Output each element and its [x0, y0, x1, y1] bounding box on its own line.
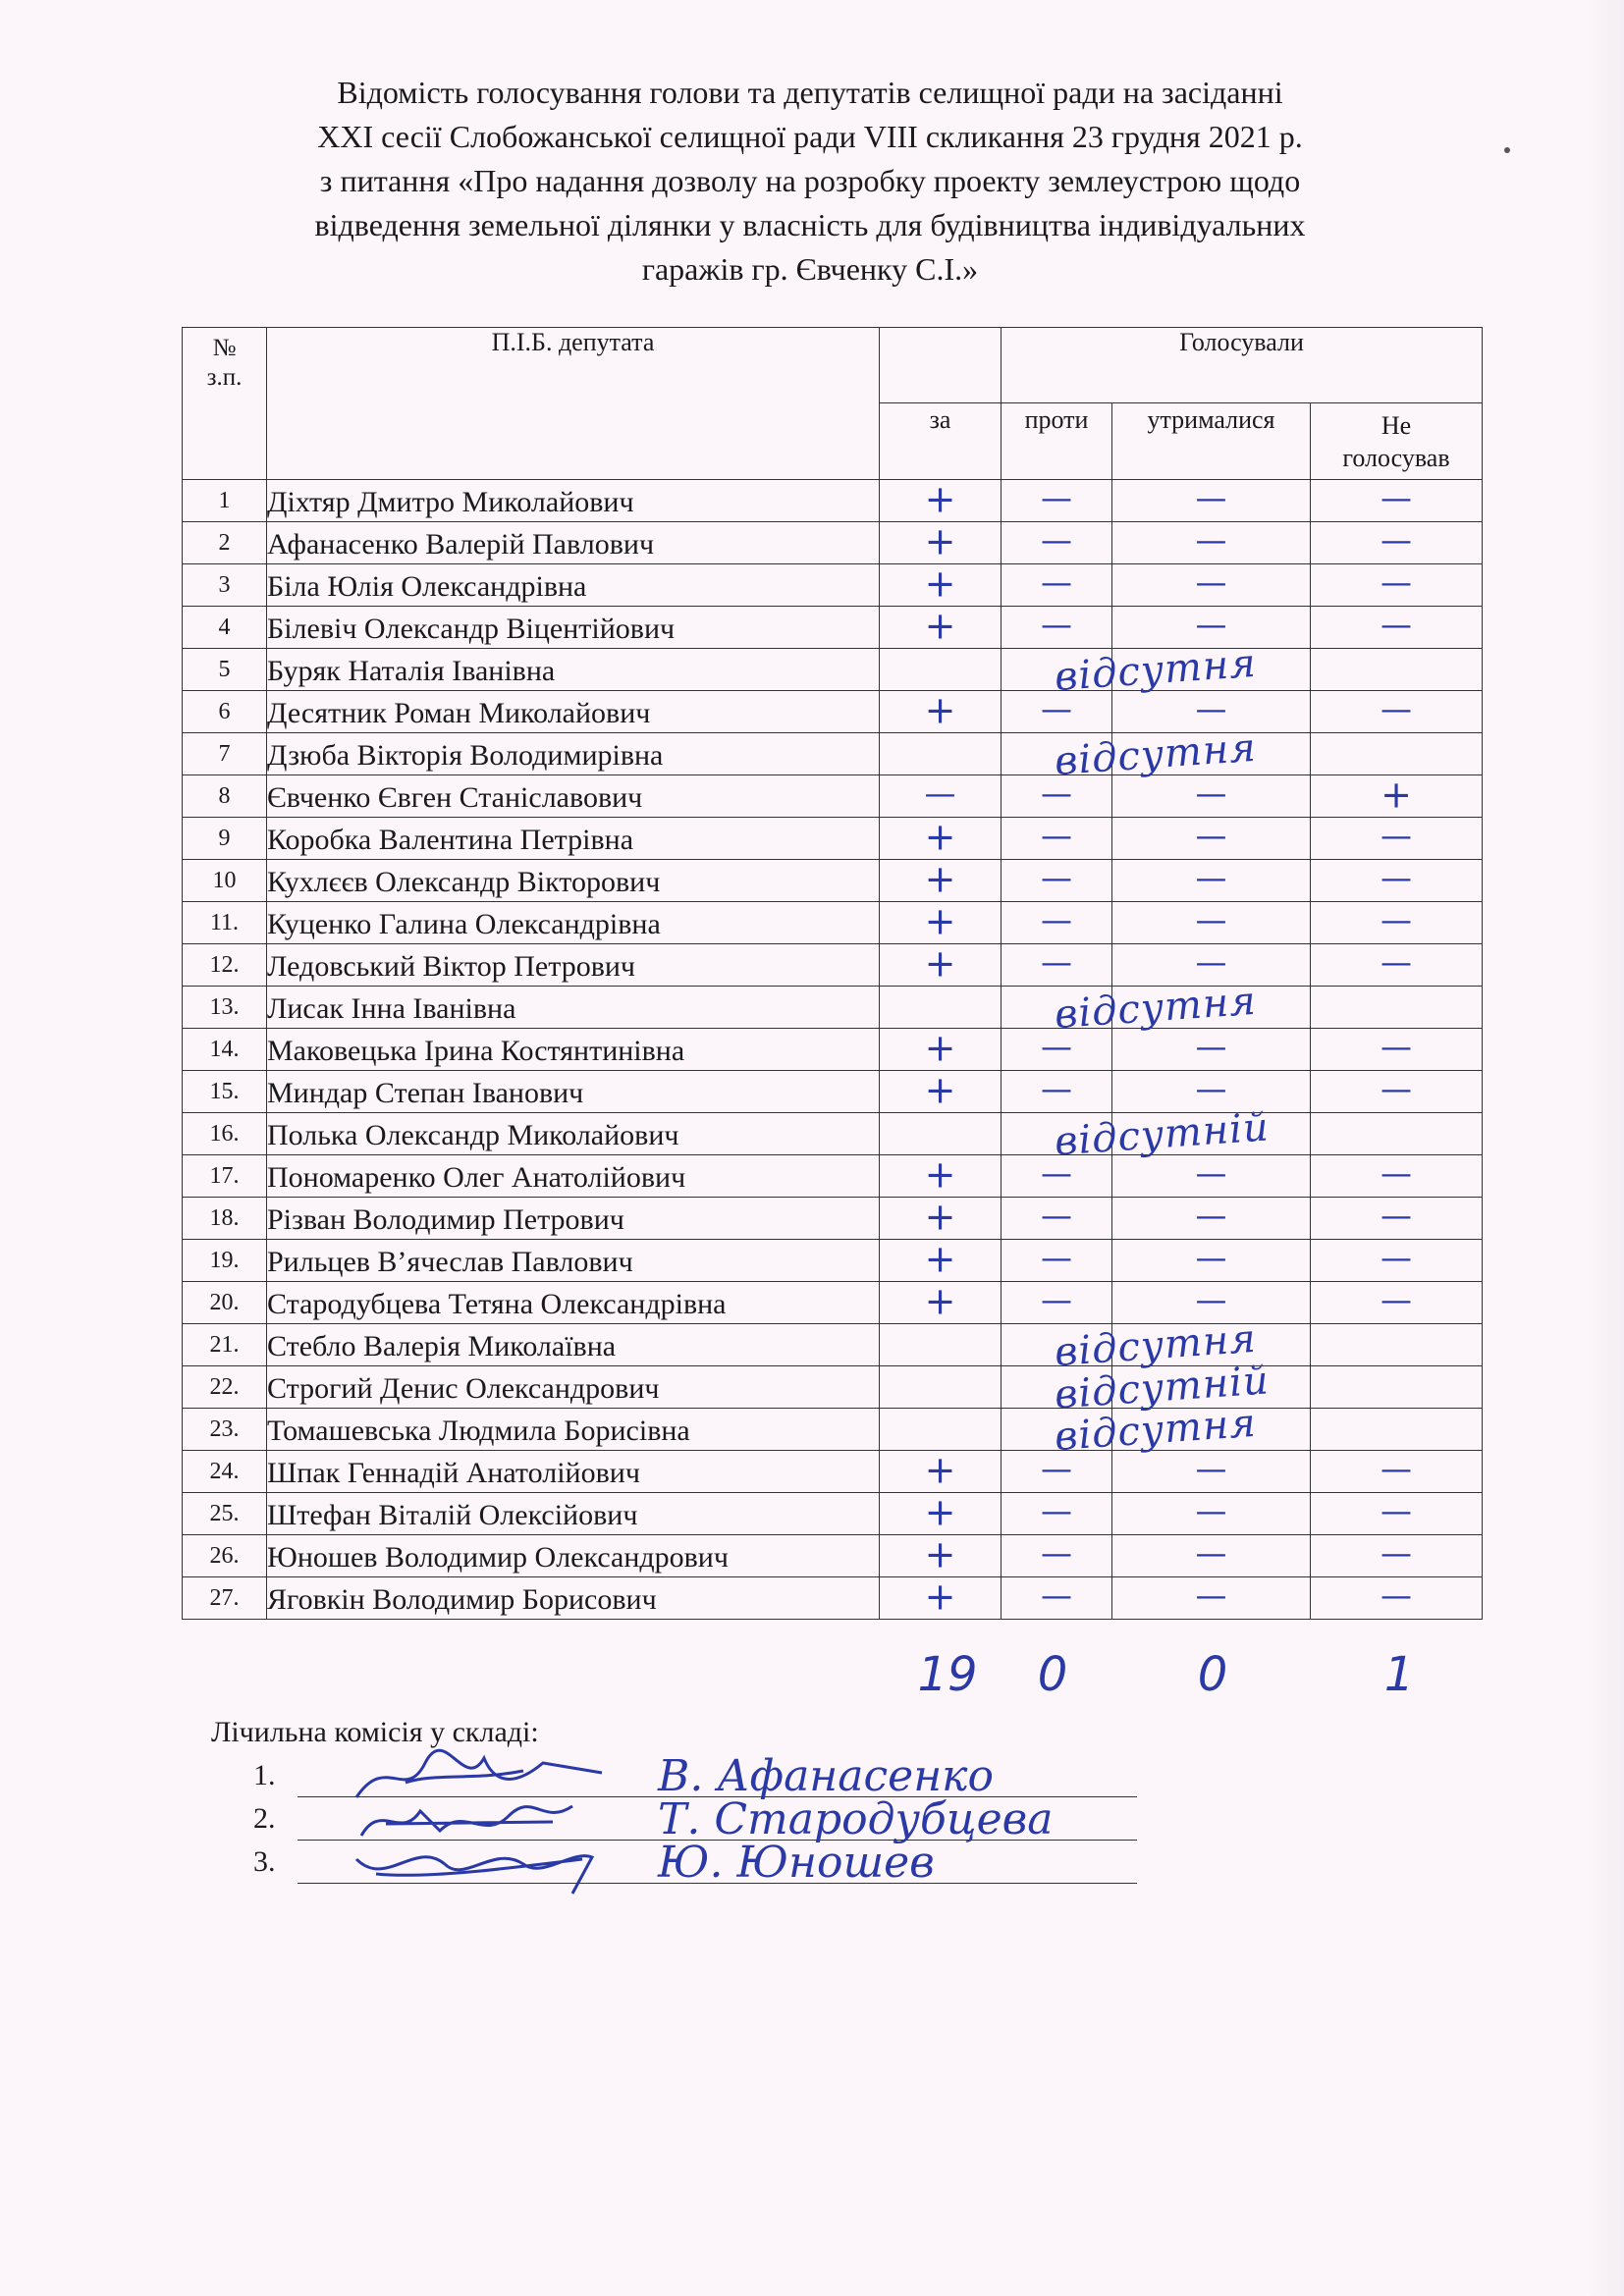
vote-utr-mark: — — [1195, 1280, 1227, 1318]
deputy-name: Біла Юлія Олександрівна — [267, 564, 880, 607]
vote-za-cell — [880, 1577, 1001, 1620]
vote-za-cell — [880, 1279, 1001, 1324]
vote-ne-cell — [1311, 1366, 1483, 1409]
vote-za-cell — [880, 899, 1001, 944]
vote-za-cell — [880, 941, 1001, 987]
vote-ne-mark: — — [1380, 689, 1412, 727]
vote-za-mark: + — [924, 1026, 956, 1070]
table-row — [183, 1366, 1483, 1409]
vote-proty-cell — [1001, 1282, 1112, 1324]
signature-number: 3. — [253, 1845, 276, 1878]
table-row — [183, 607, 1483, 649]
table-row — [183, 1409, 1483, 1451]
vote-utr-cell — [1112, 691, 1311, 733]
title-line: XXI сесії Слобожанської селищної ради VIII скликання 23 грудня 2021 р. — [317, 119, 1303, 154]
vote-ne-cell — [1311, 691, 1483, 733]
vote-proty-mark: — — [1041, 774, 1072, 812]
row-number: 1 — [183, 480, 267, 522]
absent-note: відсутня — [1053, 640, 1259, 701]
row-number: 16. — [183, 1113, 267, 1155]
vote-utr-mark: — — [1195, 858, 1227, 896]
vote-proty-cell — [1001, 607, 1112, 649]
deputy-name: Ледовський Віктор Петрович — [267, 944, 880, 987]
vote-za-mark: + — [924, 1575, 956, 1619]
table-row — [183, 1240, 1483, 1282]
vote-utr-cell — [1112, 944, 1311, 987]
vote-utr-mark: — — [1195, 1153, 1227, 1192]
vote-proty-cell — [1001, 902, 1112, 944]
vote-ne-cell — [1311, 649, 1483, 691]
row-number: 11. — [183, 902, 267, 944]
vote-utr-mark: — — [1195, 478, 1227, 516]
vote-utr-mark: — — [1195, 1533, 1227, 1572]
vote-za-cell — [880, 775, 1001, 818]
row-number: 5 — [183, 649, 267, 691]
vote-utr-cell — [1112, 1198, 1311, 1240]
vote-proty-cell — [1001, 860, 1112, 902]
deputy-name: Яговкін Володимир Борисович — [267, 1577, 880, 1620]
vote-proty-cell — [1001, 1577, 1112, 1620]
header-voted: Голосували — [1001, 328, 1483, 403]
header-empty — [880, 328, 1001, 403]
deputy-name: Лисак Інна Іванівна — [267, 987, 880, 1029]
vote-za-mark: + — [924, 477, 956, 521]
header-proty: проти — [1001, 403, 1112, 480]
table-row — [183, 1198, 1483, 1240]
vote-za-mark: — — [924, 774, 956, 812]
vote-utr-cell — [1112, 564, 1311, 607]
row-number: 3 — [183, 564, 267, 607]
vote-ne-cell — [1311, 1451, 1483, 1493]
vote-proty-mark: — — [1041, 605, 1072, 643]
deputy-name: Строгий Денис Олександрович — [267, 1366, 880, 1409]
vote-proty-mark: — — [1041, 1069, 1072, 1107]
vote-za-mark: + — [924, 1532, 956, 1576]
vote-proty-mark: — — [1041, 689, 1072, 727]
total-ne-holosuvav: 1 — [1383, 1647, 1415, 1702]
vote-utr-mark: — — [1195, 562, 1227, 601]
vote-proty-mark: — — [1041, 478, 1072, 516]
vote-utr-cell — [1112, 1155, 1311, 1198]
row-number: 7 — [183, 733, 267, 775]
vote-za-cell — [880, 688, 1001, 733]
vote-ne-mark: — — [1380, 1153, 1412, 1192]
vote-za-cell — [880, 857, 1001, 902]
table-row — [183, 1282, 1483, 1324]
vote-ne-cell — [1311, 1409, 1483, 1451]
document-title — [157, 71, 1463, 292]
vote-za-mark: + — [924, 857, 956, 901]
table-row — [183, 480, 1483, 522]
page-edge — [1585, 0, 1624, 2296]
table-row — [183, 564, 1483, 607]
vote-proty-mark: — — [1041, 942, 1072, 981]
vote-proty-cell — [1001, 775, 1112, 818]
deputy-name: Стебло Валерія Миколаївна — [267, 1324, 880, 1366]
row-number: 2 — [183, 522, 267, 564]
vote-za-mark: + — [924, 1068, 956, 1112]
absent-note: відсутній — [1053, 1358, 1272, 1418]
title-line: гаражів гр. Євченку С.І.» — [641, 251, 979, 287]
vote-ne-cell — [1311, 775, 1483, 818]
vote-ne-mark: — — [1380, 1533, 1412, 1572]
table-row — [183, 1113, 1483, 1155]
row-number: 20. — [183, 1282, 267, 1324]
vote-utr-cell — [1112, 1451, 1311, 1493]
header-utrymalysia: утрималися — [1112, 403, 1311, 480]
vote-utr-mark: — — [1195, 1238, 1227, 1276]
vote-utr-mark: — — [1195, 605, 1227, 643]
vote-proty-cell — [1001, 564, 1112, 607]
vote-za-cell — [880, 1532, 1001, 1577]
absent-note: відсутня — [1053, 978, 1259, 1039]
vote-utr-mark: — — [1195, 774, 1227, 812]
row-number: 14. — [183, 1029, 267, 1071]
vote-za-cell — [880, 978, 1259, 1039]
vote-utr-cell — [1112, 1282, 1311, 1324]
deputy-name: Діхтяр Дмитро Миколайович — [267, 480, 880, 522]
vote-proty-mark: — — [1041, 1153, 1072, 1192]
absent-note: відсутня — [1053, 1400, 1259, 1461]
row-number: 18. — [183, 1198, 267, 1240]
row-number: 23. — [183, 1409, 267, 1451]
vote-za-mark: + — [924, 604, 956, 648]
vote-ne-mark: — — [1380, 1196, 1412, 1234]
vote-ne-cell — [1311, 564, 1483, 607]
table-row — [183, 691, 1483, 733]
vote-ne-cell — [1311, 818, 1483, 860]
row-number: 8 — [183, 775, 267, 818]
vote-ne-mark: — — [1380, 562, 1412, 601]
deputy-name: Куценко Галина Олександрівна — [267, 902, 880, 944]
vote-utr-mark: — — [1195, 1449, 1227, 1487]
signature-name: Т. Стародубцева — [658, 1794, 1054, 1844]
row-number: 15. — [183, 1071, 267, 1113]
deputy-name: Юношев Володимир Олександрович — [267, 1535, 880, 1577]
vote-za-cell — [880, 724, 1259, 785]
table-row — [183, 775, 1483, 818]
table-row — [183, 1029, 1483, 1071]
vote-za-cell — [880, 815, 1001, 860]
vote-za-mark: + — [924, 815, 956, 859]
row-number: 25. — [183, 1493, 267, 1535]
vote-za-cell — [880, 561, 1001, 607]
vote-ne-cell — [1311, 1577, 1483, 1620]
vote-ne-mark: — — [1380, 942, 1412, 981]
vote-ne-cell — [1311, 1282, 1483, 1324]
deputy-name: Білевіч Олександр Віцентійович — [267, 607, 880, 649]
vote-za-cell — [880, 1448, 1001, 1493]
vote-ne-mark: — — [1380, 1491, 1412, 1529]
vote-proty-mark: — — [1041, 900, 1072, 938]
vote-ne-cell — [1311, 1113, 1483, 1155]
vote-ne-cell — [1311, 944, 1483, 987]
vote-utr-mark: — — [1195, 942, 1227, 981]
deputy-name: Буряк Наталія Іванівна — [267, 649, 880, 691]
vote-proty-cell — [1001, 691, 1112, 733]
voting-table — [182, 327, 1483, 1620]
table-row — [183, 1324, 1483, 1366]
vote-za-mark: + — [924, 688, 956, 732]
deputy-name: Різван Володимир Петрович — [267, 1198, 880, 1240]
vote-za-cell — [880, 1026, 1001, 1071]
vote-ne-cell — [1311, 1198, 1483, 1240]
vote-ne-cell — [1311, 607, 1483, 649]
vote-proty-mark: — — [1041, 816, 1072, 854]
row-number: 13. — [183, 987, 267, 1029]
vote-za-cell — [880, 1152, 1001, 1198]
vote-proty-cell — [1001, 1493, 1112, 1535]
vote-proty-cell — [1001, 944, 1112, 987]
row-number: 12. — [183, 944, 267, 987]
vote-utr-cell — [1112, 818, 1311, 860]
vote-ne-cell — [1311, 1493, 1483, 1535]
vote-ne-mark: — — [1380, 1575, 1412, 1614]
vote-utr-cell — [1112, 1493, 1311, 1535]
vote-utr-cell — [1112, 607, 1311, 649]
deputy-name: Полька Олександр Миколайович — [267, 1113, 880, 1155]
vote-ne-cell — [1311, 1324, 1483, 1366]
title-line: відведення земельної ділянки у власність для будівництва індивідуальних — [314, 207, 1306, 242]
vote-ne-mark: + — [1380, 773, 1412, 817]
vote-za-mark: + — [924, 941, 956, 986]
vote-proty-cell — [1001, 1071, 1112, 1113]
vote-proty-cell — [1001, 522, 1112, 564]
vote-ne-mark: — — [1380, 816, 1412, 854]
vote-za-mark: + — [924, 1152, 956, 1197]
vote-za-cell — [880, 1358, 1272, 1418]
vote-utr-cell — [1112, 480, 1311, 522]
vote-za-mark: + — [924, 1237, 956, 1281]
row-number: 26. — [183, 1535, 267, 1577]
vote-ne-mark: — — [1380, 605, 1412, 643]
vote-ne-cell — [1311, 1071, 1483, 1113]
vote-za-cell — [880, 477, 1001, 522]
deputy-name: Шпак Геннадій Анатолійович — [267, 1451, 880, 1493]
deputy-name: Томашевська Людмила Борисівна — [267, 1409, 880, 1451]
vote-utr-cell — [1112, 902, 1311, 944]
vote-proty-mark: — — [1041, 520, 1072, 559]
row-number: 27. — [183, 1577, 267, 1620]
vote-za-cell — [880, 1315, 1259, 1376]
table-row — [183, 522, 1483, 564]
row-number: 21. — [183, 1324, 267, 1366]
vote-ne-mark: — — [1380, 478, 1412, 516]
deputy-name: Десятник Роман Миколайович — [267, 691, 880, 733]
deputy-name: Пономаренко Олег Анатолійович — [267, 1155, 880, 1198]
signature-number: 2. — [253, 1802, 276, 1835]
vote-za-cell — [880, 1400, 1259, 1461]
vote-proty-cell — [1001, 1451, 1112, 1493]
vote-utr-mark: — — [1195, 1069, 1227, 1107]
vote-za-cell — [880, 604, 1001, 649]
vote-za-cell — [880, 1237, 1001, 1282]
table-row — [183, 1493, 1483, 1535]
vote-za-mark: + — [924, 561, 956, 606]
vote-proty-cell — [1001, 1240, 1112, 1282]
signature-name: В. Афанасенко — [658, 1751, 994, 1801]
table-row — [183, 902, 1483, 944]
vote-za-cell — [880, 519, 1001, 564]
row-number: 6 — [183, 691, 267, 733]
vote-utr-mark: — — [1195, 900, 1227, 938]
vote-za-cell — [880, 1104, 1272, 1165]
vote-za-cell — [880, 1195, 1001, 1240]
row-number: 24. — [183, 1451, 267, 1493]
vote-ne-mark: — — [1380, 1027, 1412, 1065]
vote-za-mark: + — [924, 1195, 956, 1239]
deputy-name: Афанасенко Валерій Павлович — [267, 522, 880, 564]
vote-za-cell — [880, 1068, 1001, 1113]
vote-ne-cell — [1311, 987, 1483, 1029]
vote-ne-cell — [1311, 733, 1483, 775]
vote-ne-cell — [1311, 902, 1483, 944]
signature-number: 1. — [253, 1759, 276, 1791]
vote-utr-cell — [1112, 1071, 1311, 1113]
vote-proty-cell — [1001, 480, 1112, 522]
vote-utr-mark: — — [1195, 816, 1227, 854]
header-ne-holosuvav: Не голосував — [1311, 403, 1483, 480]
vote-ne-mark: — — [1380, 900, 1412, 938]
table-row — [183, 1451, 1483, 1493]
row-number: 9 — [183, 818, 267, 860]
vote-ne-cell — [1311, 1535, 1483, 1577]
vote-utr-cell — [1112, 1240, 1311, 1282]
totals-row — [0, 1647, 1624, 1706]
table-row — [183, 1535, 1483, 1577]
title-line: з питання «Про надання дозволу на розробку проекту землеустрою щодо — [319, 163, 1301, 198]
total-proty: 0 — [1037, 1647, 1068, 1702]
vote-za-mark: + — [924, 1490, 956, 1534]
vote-proty-cell — [1001, 1198, 1112, 1240]
vote-proty-mark: — — [1041, 1533, 1072, 1572]
vote-utr-cell — [1112, 1029, 1311, 1071]
vote-utr-mark: — — [1195, 1027, 1227, 1065]
vote-ne-cell — [1311, 1029, 1483, 1071]
deputy-name: Маковецька Ірина Костянтинівна — [267, 1029, 880, 1071]
vote-za-mark: + — [924, 899, 956, 943]
vote-utr-mark: — — [1195, 1575, 1227, 1614]
deputy-name: Рильцев В’ячеслав Павлович — [267, 1240, 880, 1282]
vote-ne-cell — [1311, 860, 1483, 902]
vote-utr-cell — [1112, 1577, 1311, 1620]
vote-ne-mark: — — [1380, 858, 1412, 896]
vote-za-cell — [880, 640, 1259, 701]
absent-note: відсутній — [1053, 1104, 1272, 1165]
table-row — [183, 649, 1483, 691]
vote-proty-mark: — — [1041, 1238, 1072, 1276]
vote-proty-cell — [1001, 1029, 1112, 1071]
signature-row-3 — [253, 1838, 1137, 1889]
signature-scribble — [347, 1830, 671, 1898]
deputy-name: Кухлєєв Олександр Вікторович — [267, 860, 880, 902]
table-row — [183, 1155, 1483, 1198]
speck — [1504, 147, 1510, 153]
table-row — [183, 944, 1483, 987]
vote-proty-mark: — — [1041, 1449, 1072, 1487]
commission-label: Лічильна комісія у складі: — [211, 1716, 539, 1748]
deputy-name: Стародубцева Тетяна Олександрівна — [267, 1282, 880, 1324]
vote-utr-mark: — — [1195, 520, 1227, 559]
total-za: 19 — [917, 1647, 978, 1702]
vote-utr-mark: — — [1195, 1491, 1227, 1529]
deputy-name: Євченко Євген Станіславович — [267, 775, 880, 818]
vote-utr-cell — [1112, 522, 1311, 564]
vote-za-cell — [880, 1490, 1001, 1535]
table-row — [183, 987, 1483, 1029]
vote-proty-mark: — — [1041, 1491, 1072, 1529]
row-number: 17. — [183, 1155, 267, 1198]
header-num: № з.п. — [183, 328, 267, 480]
vote-ne-cell — [1311, 1155, 1483, 1198]
vote-proty-mark: — — [1041, 1027, 1072, 1065]
vote-proty-mark: — — [1041, 858, 1072, 896]
header-za: за — [880, 403, 1001, 480]
deputy-name: Дзюба Вікторія Володимирівна — [267, 733, 880, 775]
table-row — [183, 733, 1483, 775]
vote-ne-mark: — — [1380, 1449, 1412, 1487]
deputy-name: Миндар Степан Іванович — [267, 1071, 880, 1113]
vote-proty-mark: — — [1041, 1196, 1072, 1234]
total-utrymalysia: 0 — [1197, 1647, 1228, 1702]
vote-za-mark: + — [924, 1448, 956, 1492]
table-row — [183, 818, 1483, 860]
header-name: П.І.Б. депутата — [267, 328, 880, 480]
table-row — [183, 1071, 1483, 1113]
vote-proty-cell — [1001, 1155, 1112, 1198]
vote-proty-cell — [1001, 818, 1112, 860]
vote-proty-cell — [1001, 1535, 1112, 1577]
vote-za-mark: + — [924, 519, 956, 563]
vote-ne-cell — [1311, 1240, 1483, 1282]
table-row — [183, 860, 1483, 902]
vote-proty-mark: — — [1041, 1280, 1072, 1318]
vote-ne-mark: — — [1380, 1280, 1412, 1318]
vote-utr-cell — [1112, 860, 1311, 902]
vote-utr-cell — [1112, 1535, 1311, 1577]
row-number: 22. — [183, 1366, 267, 1409]
vote-utr-mark: — — [1195, 689, 1227, 727]
row-number: 4 — [183, 607, 267, 649]
vote-ne-mark: — — [1380, 1069, 1412, 1107]
vote-ne-cell — [1311, 522, 1483, 564]
vote-za-mark: + — [924, 1279, 956, 1323]
row-number: 10 — [183, 860, 267, 902]
vote-proty-mark: — — [1041, 1575, 1072, 1614]
deputy-name: Коробка Валентина Петрівна — [267, 818, 880, 860]
vote-utr-cell — [1112, 775, 1311, 818]
deputy-name: Штефан Віталій Олексійович — [267, 1493, 880, 1535]
absent-note: відсутня — [1053, 724, 1259, 785]
vote-ne-mark: — — [1380, 1238, 1412, 1276]
vote-proty-mark: — — [1041, 562, 1072, 601]
table-row — [183, 1577, 1483, 1620]
title-line: Відомість голосування голови та депутатів селищної ради на засіданні — [337, 75, 1283, 110]
signature-name: Ю. Юношев — [658, 1838, 935, 1888]
absent-note: відсутня — [1053, 1315, 1259, 1376]
vote-utr-mark: — — [1195, 1196, 1227, 1234]
vote-ne-cell — [1311, 480, 1483, 522]
vote-ne-mark: — — [1380, 520, 1412, 559]
row-number: 19. — [183, 1240, 267, 1282]
